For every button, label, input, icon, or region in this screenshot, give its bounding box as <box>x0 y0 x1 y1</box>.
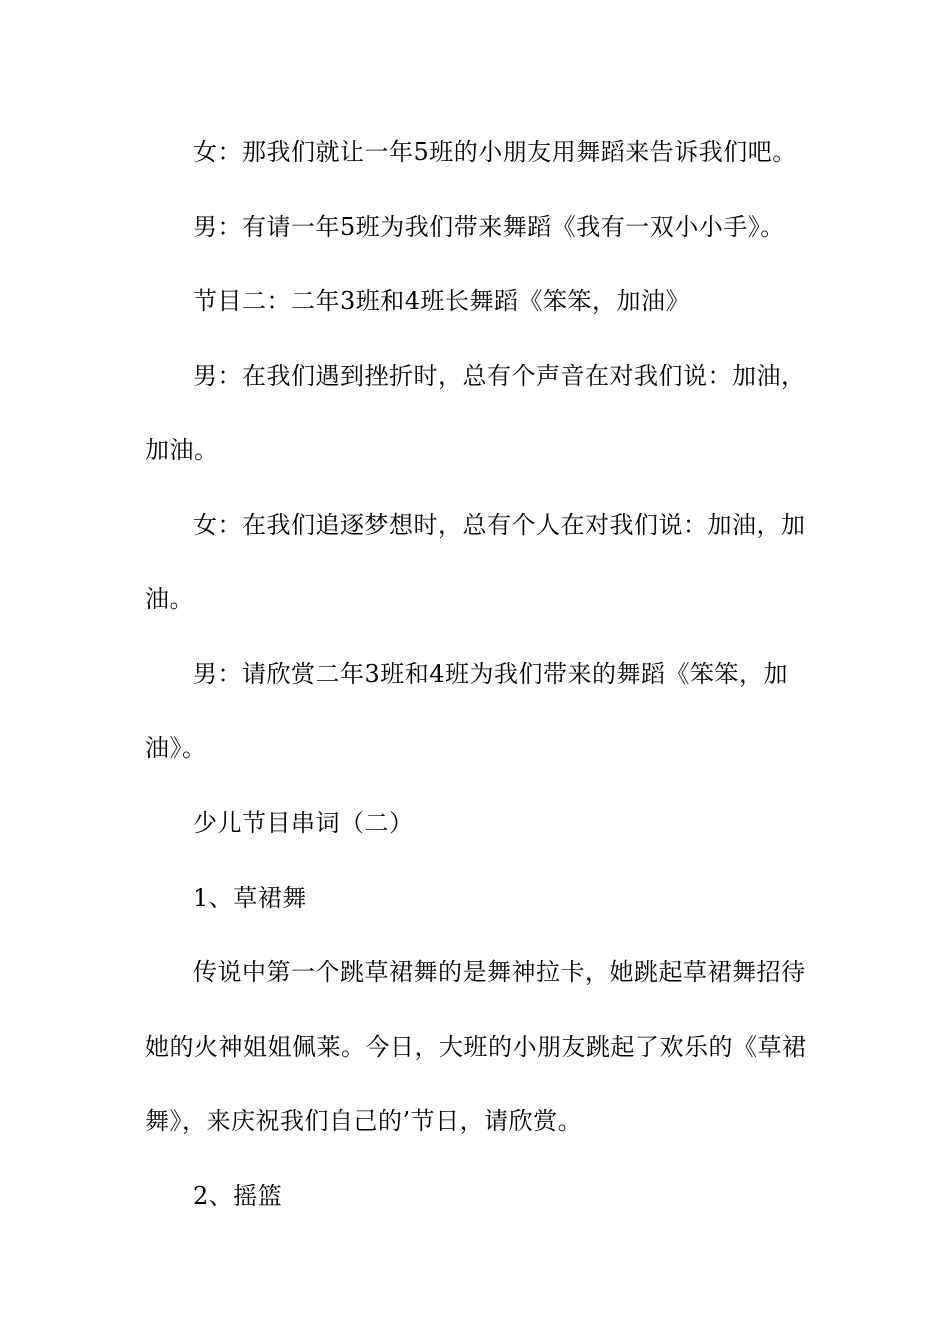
paragraph-line: 男：请欣赏二年3班和4班为我们带来的舞蹈《笨笨，加 <box>193 660 789 688</box>
paragraph-line: 节目二：二年3班和4班长舞蹈《笨笨，加油》 <box>193 287 691 315</box>
paragraph-line: 女：那我们就让一年5班的小朋友用舞蹈来告诉我们吧。 <box>193 138 797 166</box>
paragraph-line: 油。 <box>145 585 194 613</box>
paragraph-line: 舞》，来庆祝我们自己的’节日，请欣赏。 <box>145 1107 583 1135</box>
paragraph-line: 男：有请一年5班为我们带来舞蹈《我有一双小小手》。 <box>193 213 785 241</box>
paragraph-line: 传说中第一个跳草裙舞的是舞神拉卡，她跳起草裙舞招待 <box>193 958 806 986</box>
paragraph-line: 油》。 <box>145 734 207 762</box>
paragraph-line: 男：在我们遇到挫折时，总有个声音在对我们说：加油， <box>193 362 806 390</box>
paragraph-line: 女：在我们追逐梦想时，总有个人在对我们说：加油，加 <box>193 511 806 539</box>
item-heading: 2、摇篮 <box>193 1182 283 1210</box>
paragraph-line: 加油。 <box>145 436 219 464</box>
item-heading: 1、草裙舞 <box>193 884 307 912</box>
section-heading: 少儿节目串词（二） <box>193 809 414 837</box>
paragraph-line: 她的火神姐姐佩莱。今日，大班的小朋友跳起了欢乐的《草裙 <box>145 1033 807 1061</box>
